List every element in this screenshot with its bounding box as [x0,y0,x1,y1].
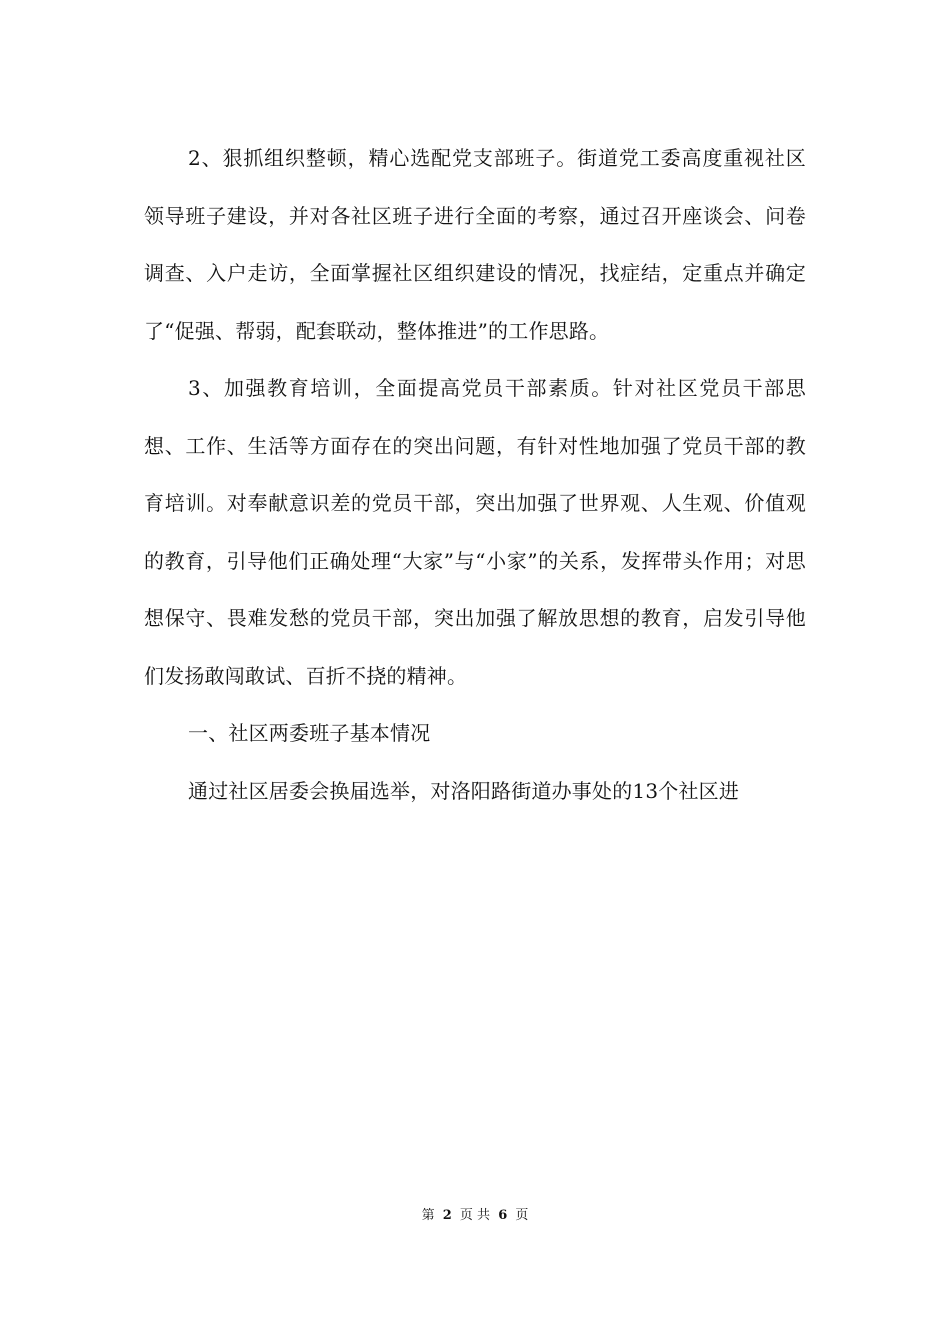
page-footer [0,1206,950,1226]
footer-suffix: 页 [515,1208,529,1223]
footer-total-pages: 6 [498,1208,508,1223]
paragraph-education-training: 3、加强教育培训，全面提高党员干部素质。针对社区党员干部思想、工作、生活等方面存在的突出问题，有针对性地加强了党员干部的教育培训。对奉献意识差的党员干部，突出加强了世界观、人生观、价值观的教育，引导他们正确处理“大家”与“小家”的关系，发挥带头作用；对思想保守、畏难发愁的党员干部，突出加强了解放思想的教育，启发引导他们发扬敢闯敢试、百折不挠的精神。 [144,376,806,688]
footer-prefix: 第 [421,1208,435,1223]
paragraph-organization-rectification: 2、狠抓组织整顿，精心选配党支部班子。街道党工委高度重视社区领导班子建设，并对各社区班子进行全面的考察，通过召开座谈会、问卷调查、入户走访，全面掌握社区组织建设的情况，找症结，定重点并确定了“促强、帮弱，配套联动，整体推进”的工作思路。 [144,146,806,343]
footer-middle: 页 共 [459,1208,491,1223]
paragraph-election: 通过社区居委会换届选举，对洛阳路街道办事处的13个社区进 [188,778,740,803]
section-heading-basic-situation: 一、社区两委班子基本情况 [188,721,431,745]
document-body [144,130,806,820]
footer-current-page: 2 [442,1208,452,1223]
